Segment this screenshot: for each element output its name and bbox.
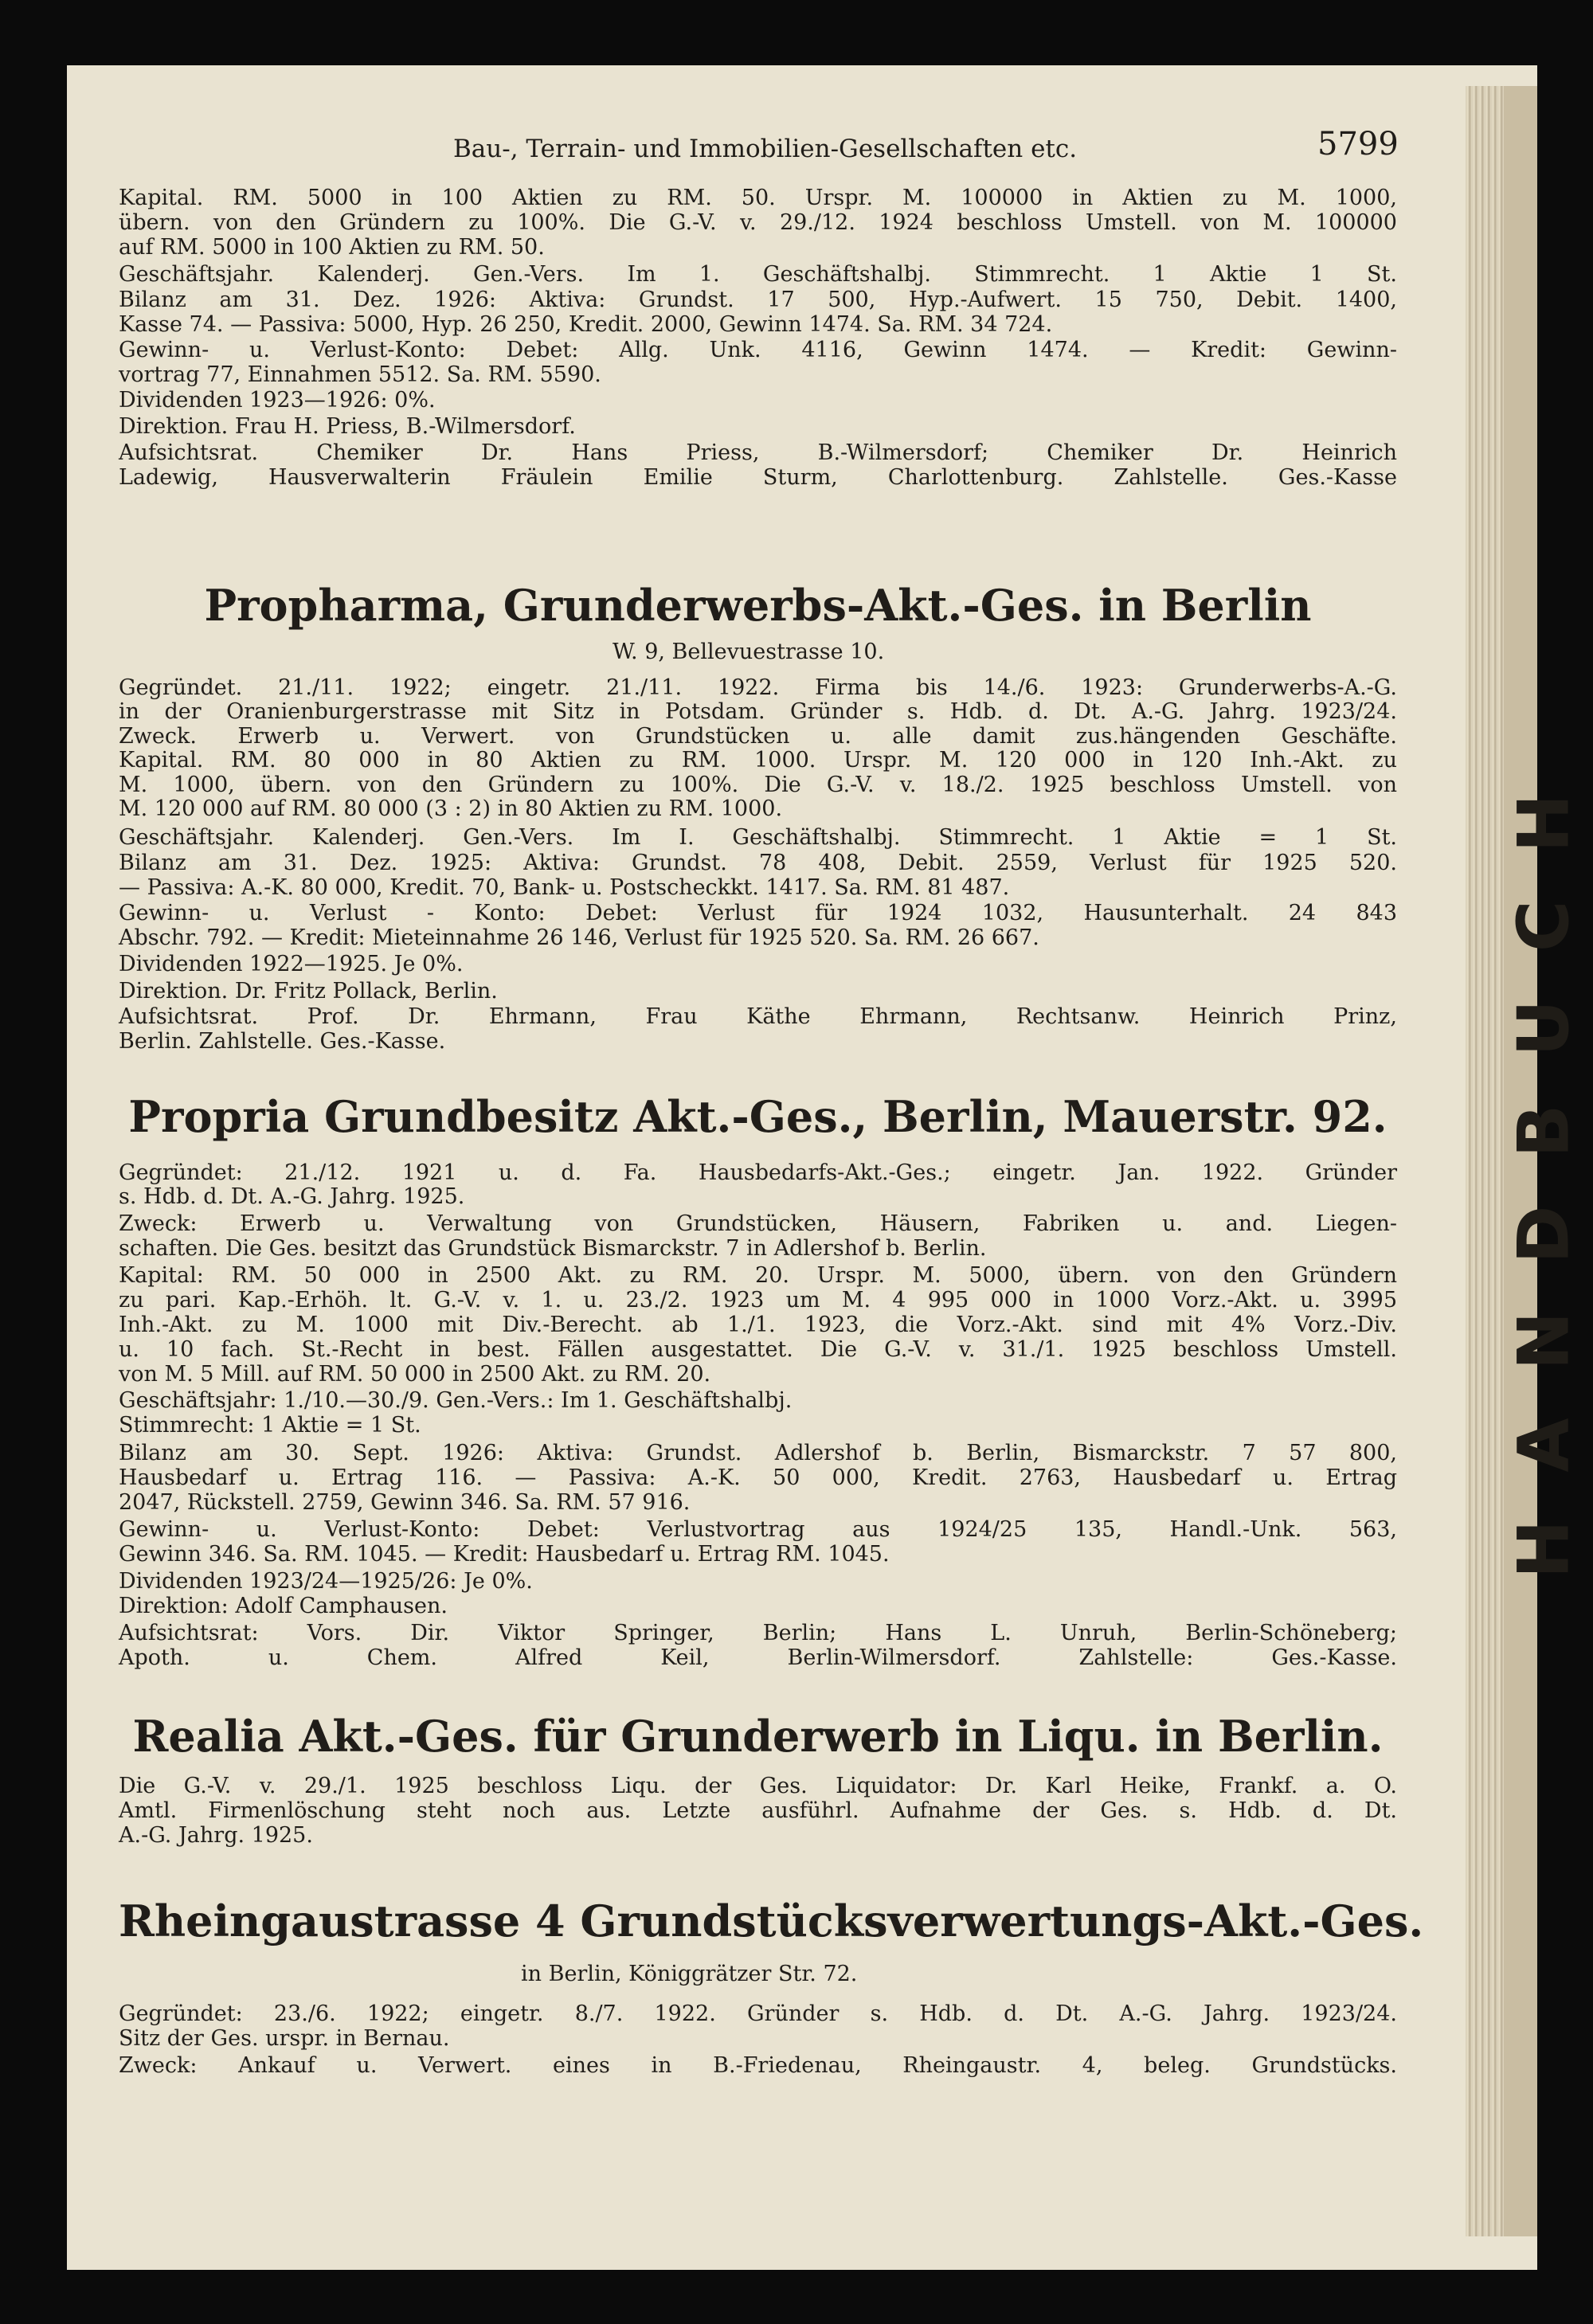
- text-line: A.-G. Jahrg. 1925.: [119, 1823, 313, 1848]
- text-line: u. 10 fach. St.-Recht in best. Fällen ausgestattet. Die G.-V. v. 31./1. 1925 beschloss Umstell.: [119, 1337, 1397, 1362]
- text-line: M. 120 000 auf RM. 80 000 (3 : 2) in 80 Aktien zu RM. 1000.: [119, 796, 783, 821]
- text-line: Gewinn 346. Sa. RM. 1045. — Kredit: Hausbedarf u. Ertrag RM. 1045.: [119, 1542, 890, 1567]
- company-title: Propharma, Grunderwerbs-Akt.-Ges. in Berlin: [204, 580, 1312, 631]
- text-line: Bilanz am 31. Dez. 1926: Aktiva: Grundst. 17 500, Hyp.-Aufwert. 15 750, Debit. 1400,: [119, 288, 1397, 312]
- text-line: von M. 5 Mill. auf RM. 50 000 in 2500 Akt. zu RM. 20.: [119, 1362, 711, 1387]
- company-address: W. 9, Bellevuestrasse 10.: [613, 640, 885, 664]
- text-line: Geschäftsjahr. Kalenderj. Gen.-Vers. Im I. Geschäftshalbj. Stimmrecht. 1 Aktie = 1 St.: [119, 825, 1397, 850]
- company-title: Realia Akt.-Ges. für Grunderwerb in Liqu. in Berlin.: [132, 1711, 1384, 1762]
- text-line: Inh.-Akt. zu M. 1000 mit Div.-Berecht. ab 1./1. 1923, die Vorz.-Akt. sind mit 4% Vorz.-Div.: [119, 1313, 1397, 1337]
- text-line: Gegründet: 23./6. 1922; eingetr. 8./7. 1922. Gründer s. Hdb. d. Dt. A.-G. Jahrg. 1923/24.: [119, 2001, 1397, 2026]
- text-line: Ladewig, Hausverwalterin Fräulein Emilie Sturm, Charlottenburg. Zahlstelle. Ges.-Kasse: [119, 465, 1397, 490]
- running-header: Bau-, Terrain- und Immobilien-Gesellschaften etc.: [453, 135, 1078, 163]
- text-line: schaften. Die Ges. besitzt das Grundstück Bismarckstr. 7 in Adlershof b. Berlin.: [119, 1236, 987, 1261]
- text-line: Direktion. Frau H. Priess, B.-Wilmersdorf.: [119, 414, 576, 439]
- text-line: Gegründet: 21./12. 1921 u. d. Fa. Hausbedarfs-Akt.-Ges.; eingetr. Jan. 1922. Gründer: [119, 1160, 1397, 1185]
- text-line: Hausbedarf u. Ertrag 116. — Passiva: A.-K. 50 000, Kredit. 2763, Hausbedarf u. Ertrag: [119, 1465, 1397, 1490]
- text-line: Zweck: Ankauf u. Verwert. eines in B.-Friedenau, Rheingaustr. 4, beleg. Grundstücks.: [119, 2053, 1397, 2078]
- text-line: zu pari. Kap.-Erhöh. lt. G.-V. v. 1. u. 23./2. 1923 um M. 4 995 000 in 1000 Vorz.-Akt. u. 3995: [119, 1288, 1397, 1313]
- text-line: Aufsichtsrat. Chemiker Dr. Hans Priess, B.-Wilmersdorf; Chemiker Dr. Heinrich: [119, 440, 1397, 465]
- text-line: Bilanz am 31. Dez. 1925: Aktiva: Grundst. 78 408, Debit. 2559, Verlust für 1925 520.: [119, 851, 1397, 875]
- text-line: Bilanz am 30. Sept. 1926: Aktiva: Grundst. Adlershof b. Berlin, Bismarckstr. 7 57 800,: [119, 1441, 1397, 1465]
- page-edge: [1466, 86, 1504, 2236]
- text-line: Dividenden 1922—1925. Je 0%.: [119, 952, 464, 976]
- text-line: Sitz der Ges. urspr. in Bernau.: [119, 2026, 450, 2051]
- text-line: Gegründet. 21./11. 1922; eingetr. 21./11. 1922. Firma bis 14./6. 1923: Grunderwerbs-A.-G.: [119, 675, 1397, 700]
- company-address: in Berlin, Königgrätzer Str. 72.: [521, 1962, 858, 1986]
- text-line: Dividenden 1923—1926: 0%.: [119, 388, 436, 413]
- text-line: Geschäftsjahr. Kalenderj. Gen.-Vers. Im 1. Geschäftshalbj. Stimmrecht. 1 Aktie 1 St.: [119, 262, 1397, 287]
- text-line: Gewinn- u. Verlust-Konto: Debet: Verlustvortrag aus 1924/25 135, Handl.-Unk. 563,: [119, 1517, 1397, 1542]
- text-line: M. 1000, übern. von den Gründern zu 100%. Die G.-V. v. 18./2. 1925 beschloss Umstell. von: [119, 773, 1397, 797]
- text-line: — Passiva: A.-K. 80 000, Kredit. 70, Bank- u. Postscheckkt. 1417. Sa. RM. 81 487.: [119, 875, 1010, 900]
- text-line: Apoth. u. Chem. Alfred Keil, Berlin-Wilmersdorf. Zahlstelle: Ges.-Kasse.: [119, 1645, 1397, 1670]
- text-line: Berlin. Zahlstelle. Ges.-Kasse.: [119, 1029, 446, 1054]
- text-line: Geschäftsjahr: 1./10.—30./9. Gen.-Vers.: Im 1. Geschäftshalbj.: [119, 1388, 793, 1413]
- text-line: Kapital: RM. 50 000 in 2500 Akt. zu RM. 20. Urspr. M. 5000, übern. von den Gründern: [119, 1263, 1397, 1288]
- text-line: vortrag 77, Einnahmen 5512. Sa. RM. 5590.: [119, 362, 601, 387]
- book-page: [67, 65, 1537, 2270]
- text-line: in der Oranienburgerstrasse mit Sitz in Potsdam. Gründer s. Hdb. d. Dt. A.-G. Jahrg. 1923/24.: [119, 699, 1397, 724]
- text-line: auf RM. 5000 in 100 Aktien zu RM. 50.: [119, 235, 545, 260]
- text-line: Gewinn- u. Verlust - Konto: Debet: Verlust für 1924 1032, Hausunterhalt. 24 843: [119, 901, 1397, 925]
- text-line: Die G.-V. v. 29./1. 1925 beschloss Liqu. der Ges. Liquidator: Dr. Karl Heike, Frankf. a. O.: [119, 1774, 1397, 1798]
- text-line: Aufsichtsrat. Prof. Dr. Ehrmann, Frau Käthe Ehrmann, Rechtsanw. Heinrich Prinz,: [119, 1004, 1397, 1029]
- text-line: 2047, Rückstell. 2759, Gewinn 346. Sa. RM. 57 916.: [119, 1490, 691, 1515]
- text-line: Kapital. RM. 5000 in 100 Aktien zu RM. 50. Urspr. M. 100000 in Aktien zu M. 1000,: [119, 186, 1397, 210]
- text-line: Aufsichtsrat: Vors. Dir. Viktor Springer, Berlin; Hans L. Unruh, Berlin-Schöneberg;: [119, 1621, 1397, 1645]
- company-title: Rheingaustrasse 4 Grundstücksverwertungs-Akt.-Ges.: [119, 1896, 1424, 1946]
- company-title: Propria Grundbesitz Akt.-Ges., Berlin, Mauerstr. 92.: [128, 1091, 1388, 1142]
- text-line: Direktion: Adolf Camphausen.: [119, 1594, 448, 1618]
- text-line: Direktion. Dr. Fritz Pollack, Berlin.: [119, 979, 498, 1004]
- text-line: Amtl. Firmenlöschung steht noch aus. Letzte ausführl. Aufnahme der Ges. s. Hdb. d. Dt.: [119, 1798, 1397, 1823]
- text-line: Stimmrecht: 1 Aktie = 1 St.: [119, 1413, 421, 1438]
- text-line: Gewinn- u. Verlust-Konto: Debet: Allg. Unk. 4116, Gewinn 1474. — Kredit: Gewinn-: [119, 338, 1397, 362]
- text-line: Kapital. RM. 80 000 in 80 Aktien zu RM. 1000. Urspr. M. 120 000 in 120 Inh.-Akt. zu: [119, 748, 1397, 773]
- page-number: 5799: [1317, 126, 1399, 162]
- text-line: Zweck. Erwerb u. Verwert. von Grundstücken u. alle damit zus.hängenden Geschäfte.: [119, 724, 1397, 749]
- text-line: übern. von den Gründern zu 100%. Die G.-V. v. 29./12. 1924 beschloss Umstell. von M. 100000: [119, 210, 1397, 235]
- text-line: Abschr. 792. — Kredit: Mieteinnahme 26 146, Verlust für 1925 520. Sa. RM. 26 667.: [119, 925, 1039, 950]
- text-line: s. Hdb. d. Dt. A.-G. Jahrg. 1925.: [119, 1184, 465, 1209]
- spine-title: HANDBUCH: [1502, 745, 1585, 1579]
- text-line: Kasse 74. — Passiva: 5000, Hyp. 26 250, Kredit. 2000, Gewinn 1474. Sa. RM. 34 724.: [119, 312, 1053, 337]
- text-line: Zweck: Erwerb u. Verwaltung von Grundstücken, Häusern, Fabriken u. and. Liegen-: [119, 1211, 1397, 1236]
- text-line: Dividenden 1923/24—1925/26: Je 0%.: [119, 1569, 533, 1594]
- book-spine: [1502, 86, 1585, 2236]
